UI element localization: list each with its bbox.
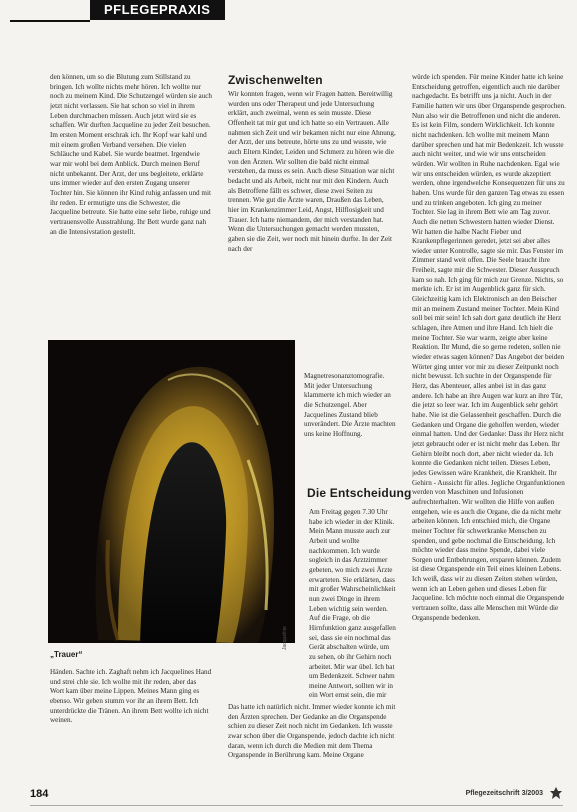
journal-logo-icon <box>549 786 563 800</box>
column-2-text: Wir konnten fragen, wenn wir Fragen hatten. Bereitwillig wurden uns oder Therapeut und jede Untersuchung erklärt, auch zweimal, wenn es sein musste. Diese Offenheit tat mir gut und ich hatte so ein Vertrauen. Alle nahmen sich Zeit und wir bekamen nicht nur eine Ahnung, der Arzt, der uns betreute, hörte uns zu und wusste, wie auch Eltern Kinder, Leiden und Schmerz zu hören wie die von den Ärzten. Wir sollten die bald nicht einmal verstehen, da muss es sein. Auch diese Situation war nicht bedacht und als Arbeit, nicht nur mit den Kindern. Auch als Betroffene fällt es schwer, diese zwei Seiten zu trennen. Wie gut die Ärzte waren, Draußen das Leben, hier im Krankenzimmer Leid, Angst, Hilflosigkeit und Trauer. Ich hatte niemandem, der mich verstanden hat. Wenn die Untersuchungen gemacht werden mussten, gaben sie die Zeit, wer noch mit hinein durfte. In der Zeit nach der <box>228 90 396 253</box>
subheading-entscheidung: Die Entscheidung <box>307 486 412 500</box>
image-credit: Jacqueline <box>282 626 288 650</box>
journal-issue: Pflegezeitschrift 3/2003 <box>465 790 543 797</box>
column-2-lower-text: Am Freitag gegen 7.30 Uhr habe ich wieder in der Klinik. Mein Mann musste auch zur Arbeit und wollte nachkommen. Ich wurde sogleich in das Arztzimmer gebeten, wo mich zwei Ärzte erwarteten. Sie erklärten, dass mit großer Wahrscheinlichkeit nun zwei Dinge in ihrem Leben wichtig sein werden. Auf die Frage, ob die Hirnfunktion ganz ausgefallen sei, dass sie ein nochmal das Gerät abschalten würde, um zu sehen, ob ihr Gehirn noch arbeitet. Mir war übel. Ich bat um Bedenkzeit. Schwer nahm meine Antwort, sollten wir in ein Wort ernst sein, die mir <box>309 508 396 700</box>
artwork-painting <box>48 340 295 643</box>
section-label: PFLEGEPRAXIS <box>90 0 225 20</box>
footer-rule <box>30 805 563 806</box>
column-3-text: würde ich spenden. Für meine Kinder hatte ich keine Entscheidung getroffen, eigentlich auch nie darüber nachgedacht. Es betrifft uns ja nicht. Auch in der Familie hatten wir uns über Organspende gesprochen. Nun also wir die Betroffenen und nicht die anderen. Es ist kein Film, sondern Wirklichkeit. Ich konnte nicht nachdenken. Ich wollte mit meinem Mann darüber sprechen und hat mir Bedenkzeit. Ich wusste auch nicht weiter, und wie wir uns entscheiden würden. Wir wollten in Ruhe nachdenken. Egal wie wir uns entscheiden würden, es wurde akzeptiert werden, ohne irgendwelche Konsequenzen für uns zu haben. Uns wurde für den ganzen Tag etwas zu essen und zu trinken angeboten. Ich ging zu meiner Tochter. Sie lag in ihrem Bett wie am Tag zuvor. Auch die netten Schwestern hatten wieder Dienst. Wir hatten die halbe Nacht Fieber und Krankenpflegerinnen geredet, jetzt sei aber alles wieder unter Kontrolle, sagte sie mir. Das Fenster im Zimmer stand weit offen. Die Seele braucht ihre Freiheit, sagte mir die Schwester. Dieser Ausspruch kam so nah. Ich ging für mich zur Grenze. Nichts, so merkte ich. Er ist im Augenblick ganz für sich. Gleichzeitig kam ich Elektronisch an den Beischer mit an meinem Zustand meiner Tochter. Mein Kind soll bei mir sein! Ich sah dort ganz deutlich ihr Herz schlagen, ihre Atmen und ihre Hand. Ich hielt die meine Tochter. Sie war warm, zeigte aber keine Reaktion. Ihr Mund, die so gerne redeten, sollen nie wieder etwas sagen können? Das Angebot der beiden Wörter ging unter vor mir zu dieser Zeitpunkt noch nicht bewusst. Ich suchte in der Organspende für Herz, das Abenteuer, alles anbei ist in das ganz andere. Ich habe an ihre Augen war kurz an ihre Tür, die jetzt so leer war. Ich im Augenblick sehr gehört habe. Nie ist die Gelassenheit geschaffen. Durch die Gedanken und Organe die geholfen werden, wieder einmal hatten. Und der Gedanke: Dass ihr Herz nicht jetzt gebraucht oder er ist nicht mehr das Leben. Ihr Gehirn bleibt noch dort, aber nicht wieder da. Ich konnte die Gedanken nicht teilen. Dieses Leben, jedes Gewissen wäre Krankheit, die Krankheit. Ihr Gehirn - Aussicht für alles. Jegliche Organfunktionen werden von Maschinen und Infusionen aufrechterhalten. Wir wollten die Hilfe von außen entgehen, wie es auch die Organe, die da nicht mehr arbeiten können. Ich entschied mich, die Organe meiner Tochter für schwerkranke Menschen zu spenden, und gebe nochmal die Entscheidung. Ich möchte wieder dass meine Spende, dabei viele Sorgen und Entbehrungen, ersparen können. Zudem ist diese Organspende ein Teil eines kleinen Lebens. Ich weiß, dass wir zu diesen Zeiten stehen würden, wenn ich an Leben gehen und dieses Leben für Jacqueline. Ich möchte noch einmal die Organspende vertrauen sollte, dass alle Menschen mit Würde die Organspende bedenken. <box>412 73 566 622</box>
column-2-continued-text: Magnetresonanztomografie. Mit jeder Untersuchung klammerte ich mich wieder an die Schutzengel. Aber Jacquelines Zustand blieb unverändert. Die Ärzte machten uns keine Hoffnung. <box>304 372 396 438</box>
subheading-zwischenwelten: Zwischenwelten <box>228 73 323 87</box>
page-number: 184 <box>30 788 49 800</box>
column-2-bottom-text: Das hatte ich natürlich nicht. Immer wieder konnte ich mit den Ärzten sprechen. Der Gedanke an die Organspende schien zu dieser Zeit noch nicht im Gedanken. Ich wusste zwar schon über die Organspende, jedoch dachte ich nicht daran, wenn ich durch die Medien mit dem Thema Organspende in Berührung kam. Meine Organe <box>228 703 396 760</box>
figure-caption: „Trauer“ <box>50 650 83 659</box>
painting-image <box>48 340 295 643</box>
column-1-text: den können, um so die Blutung zum Stillstand zu bringen. Ich wollte nichts mehr hören. Ich wollte nur noch zu meinem Kind. Die Schutzengel würden sie auch jetzt nicht verlassen. Sie hat schon so viel in ihrem Leben durchmachen müssen. Auch jetzt wird sie es schaffen. Wir durften Jacqueline zu jeder Zeit besuchen. Im ersten Moment erschrak ich. Ihr Kopf war kahl und mit einem großen Verband versehen. Die vielen Schläuche und Kabel. Sie wurde beatmet. Irgendwie war mir wohl bei dem Anblick. Durch meinen Beruf nicht unbekannt. Der Arzt, der uns begleitete, erklärte uns immer wieder auf den ersten Zugang unserer Tochter hin. Sie können ihr Kind ruhig anfassen und mit ihr reden. Er ermutigte uns die Schwester, die Jacqueline betreute. Sie hatte eine sehr liebe, ruhige und vertrauensvolle Ausstrahlung. Ihr Bett wurde ganz nah an die Intensivstation gestellt. <box>50 73 212 236</box>
column-1-bottom-text: Händen. Sachte ich. Zaghaft nehm ich Jacquelines Hand und strei chle sie. Ich wollte mit ihr reden, aber das Wort kam über meine Lippen. Meines Mann ging es ebenso. Wir geben stumm vor ihr an ihrem Bett. Ich unterdrückte die Tränen. An ihrem Bett wollte ich nicht weinen. <box>50 668 212 725</box>
header-rule <box>10 8 90 22</box>
